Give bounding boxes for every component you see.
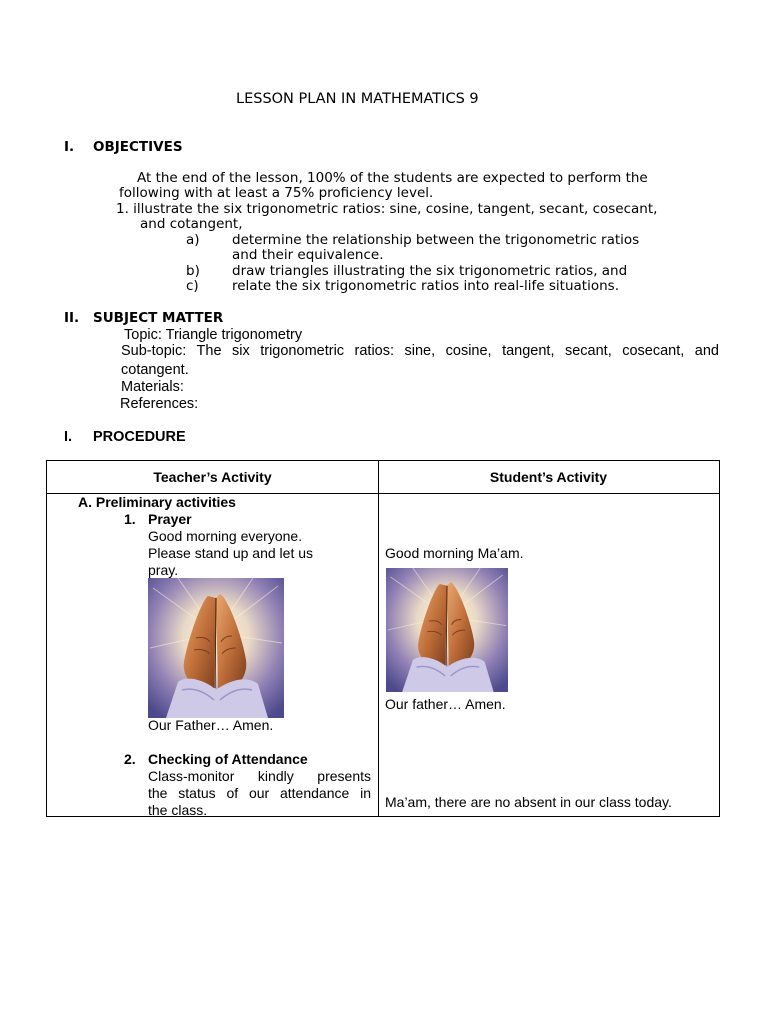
subitem-c-letter: c) <box>186 278 199 294</box>
attendance-line-3: the class. <box>148 802 208 818</box>
subject-subtopic-line1: Sub-topic: The six trigonometric ratios: sine, cosine, tangent, secant, cosecant, and <box>121 343 719 359</box>
attendance-line-1: Class-monitor kindly presents <box>148 768 371 784</box>
subitem-a-letter: a) <box>186 232 200 248</box>
subject-numeral: II. <box>64 310 80 326</box>
subject-heading: SUBJECT MATTER <box>93 310 224 326</box>
objectives-item1-line1: 1. illustrate the six trigonometric ratios: sine, cosine, tangent, secant, cosecant, <box>116 201 658 217</box>
objectives-numeral: I. <box>64 139 75 155</box>
subject-topic: Topic: Triangle trigonometry <box>124 327 303 343</box>
objectives-intro-line2: following with at least a 75% proficiency level. <box>119 185 434 201</box>
prayer-line-3: pray. <box>148 562 179 578</box>
procedure-numeral: I. <box>64 429 73 445</box>
prayer-title: Prayer <box>148 511 192 527</box>
attendance-line-2: the status of our attendance in <box>148 785 371 801</box>
subitem-b-letter: b) <box>186 263 200 279</box>
prayer-number: 1. <box>124 511 136 527</box>
praying-hands-icon <box>386 568 508 692</box>
preliminary-activities-heading: A. Preliminary activities <box>78 494 236 510</box>
praying-hands-icon <box>148 578 284 718</box>
activity-table <box>46 460 720 817</box>
procedure-heading: PROCEDURE <box>93 429 186 445</box>
praying-hands-image-student <box>386 568 508 692</box>
subject-materials: Materials: <box>121 379 184 395</box>
student-activity-header: Student’s Activity <box>489 469 608 485</box>
teacher-activity-header: Teacher’s Activity <box>153 469 272 485</box>
prayer-line-2: Please stand up and let us <box>148 545 314 561</box>
student-greeting: Good morning Ma’am. <box>385 545 524 561</box>
table-column-divider <box>378 461 379 816</box>
student-prayer-after: Our father… Amen. <box>385 696 506 712</box>
subject-references: References: <box>120 396 199 412</box>
prayer-after-teacher: Our Father… Amen. <box>148 717 274 733</box>
objectives-intro-line1: At the end of the lesson, 100% of the students are expected to perform the <box>137 170 648 186</box>
praying-hands-image-teacher <box>148 578 284 718</box>
prayer-line-1: Good morning everyone. <box>148 528 303 544</box>
subitem-b-line1: draw triangles illustrating the six trigonometric ratios, and <box>232 263 628 279</box>
subject-subtopic-line2: cotangent. <box>121 362 189 378</box>
subitem-a-line2: and their equivalence. <box>232 247 384 263</box>
attendance-number: 2. <box>124 751 136 767</box>
attendance-title: Checking of Attendance <box>148 751 308 767</box>
objectives-item1-line2: and cotangent, <box>140 216 243 232</box>
student-attendance-response: Ma’am, there are no absent in our class today. <box>385 794 672 810</box>
page-title: LESSON PLAN IN MATHEMATICS 9 <box>236 91 479 107</box>
subitem-c-line1: relate the six trigonometric ratios into real-life situations. <box>232 278 619 294</box>
subitem-a-line1: determine the relationship between the trigonometric ratios <box>232 232 640 248</box>
objectives-heading: OBJECTIVES <box>93 139 183 155</box>
